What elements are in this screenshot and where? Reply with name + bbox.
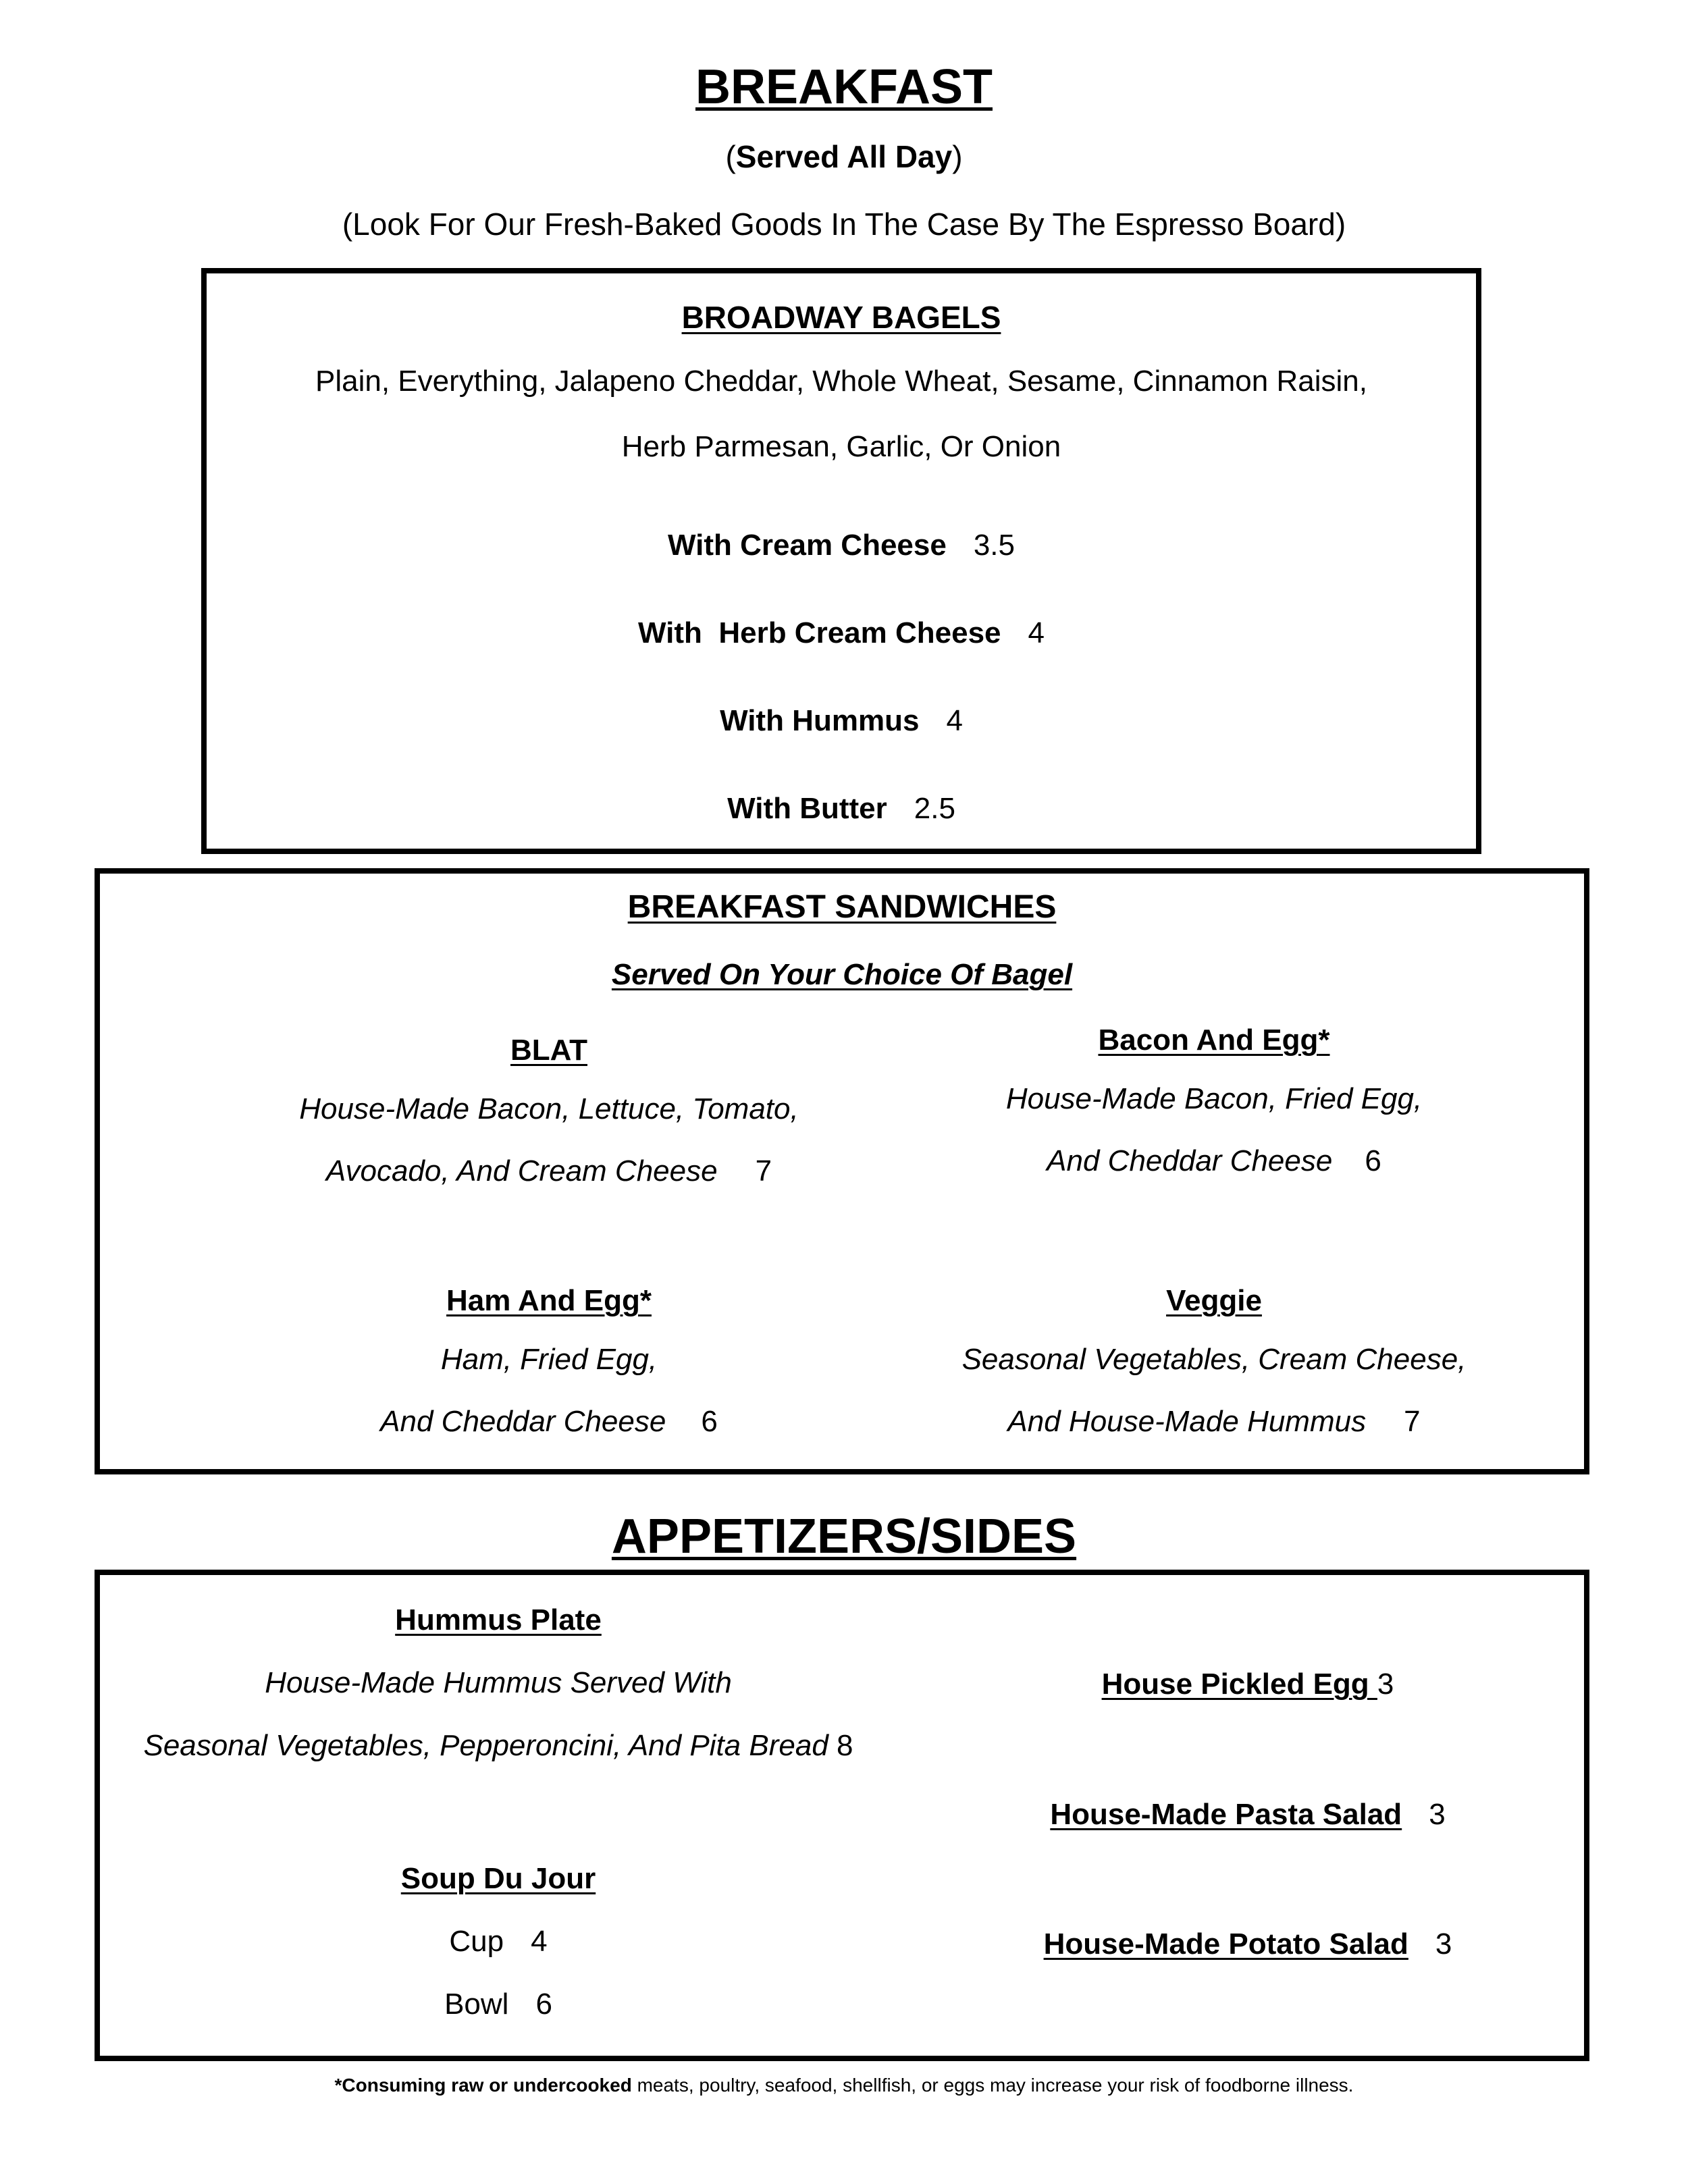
sandwich-star: * bbox=[639, 1284, 652, 1317]
sandwich-desc-line2 bbox=[866, 1144, 1562, 1178]
sandwich-desc-line2 bbox=[167, 1405, 930, 1439]
appetizers-title: APPETIZERS/SIDES bbox=[611, 1510, 1077, 1564]
sandwich-desc-text: Avocado, And Cream Cheese bbox=[325, 1154, 718, 1188]
consumer-advisory bbox=[0, 2075, 1688, 2096]
soup-bowl-label: Bowl bbox=[444, 1988, 509, 2021]
hummus-plate-desc-line2 bbox=[113, 1729, 883, 1763]
sandwich-desc-line1: House-Made Bacon, Lettuce, Tomato, bbox=[299, 1092, 799, 1125]
bagels-section bbox=[201, 268, 1481, 854]
sandwich-name bbox=[167, 1284, 930, 1318]
side-item bbox=[910, 1798, 1585, 1832]
advisory-rest: meats, poultry, seafood, shellfish, or eggs may increase your risk of foodborne illness. bbox=[631, 2075, 1354, 2096]
side-name: House-Made Pasta Salad bbox=[1050, 1798, 1402, 1831]
side-name: House-Made Potato Salad bbox=[1043, 1927, 1408, 1961]
sandwich-price: 7 bbox=[1404, 1405, 1421, 1438]
bagel-option-label: With Cream Cheese bbox=[667, 529, 947, 562]
side-price: 3 bbox=[1377, 1668, 1394, 1701]
soup-cup-label: Cup bbox=[449, 1925, 504, 1958]
sandwich-desc-line1: Ham, Fried Egg, bbox=[440, 1343, 658, 1376]
sandwich-name-text: Veggie bbox=[1166, 1284, 1262, 1317]
served-prefix: ( bbox=[725, 139, 736, 174]
sandwich-price: 6 bbox=[1365, 1144, 1381, 1177]
soup-cup-price: 4 bbox=[531, 1925, 548, 1958]
sandwich-name-text: Ham And Egg bbox=[446, 1284, 640, 1317]
advisory-bold: *Consuming raw or undercooked bbox=[334, 2075, 632, 2096]
sandwich-item bbox=[866, 1284, 1562, 1439]
appetizers-section bbox=[95, 1570, 1589, 2061]
sandwich-item bbox=[866, 1023, 1562, 1178]
side-name: House Pickled Egg bbox=[1101, 1668, 1377, 1701]
page-title: BREAKFAST bbox=[695, 60, 993, 114]
sandwich-item bbox=[167, 1284, 930, 1439]
hummus-plate-desc-text: Seasonal Vegetables, Pepperoncini, And Pita Bread bbox=[143, 1729, 828, 1762]
sandwich-desc-text: And House-Made Hummus bbox=[1007, 1405, 1367, 1438]
hummus-plate-price: 8 bbox=[837, 1729, 853, 1762]
side-item bbox=[910, 1668, 1585, 1701]
sandwich-name bbox=[866, 1284, 1562, 1318]
bagel-option-label: With Butter bbox=[727, 792, 887, 825]
bagel-option-row bbox=[207, 616, 1476, 650]
fresh-baked-note: (Look For Our Fresh-Baked Goods In The Case By The Espresso Board) bbox=[342, 207, 1346, 242]
soup-bowl-price: 6 bbox=[535, 1988, 552, 2021]
sandwich-desc-line1: Seasonal Vegetables, Cream Cheese, bbox=[961, 1343, 1467, 1376]
served-label: Served All Day bbox=[735, 139, 953, 174]
hummus-plate-item bbox=[113, 1603, 883, 1763]
bagel-flavors-line2: Herb Parmesan, Garlic, Or Onion bbox=[621, 430, 1061, 463]
side-item bbox=[910, 1927, 1585, 1961]
side-price: 3 bbox=[1429, 1798, 1446, 1831]
bagel-option-row bbox=[207, 792, 1476, 826]
sandwich-price: 7 bbox=[755, 1154, 772, 1188]
hummus-plate-desc-line1: House-Made Hummus Served With bbox=[265, 1666, 732, 1699]
sandwich-item bbox=[167, 1034, 930, 1188]
sandwich-desc-text: And Cheddar Cheese bbox=[380, 1405, 666, 1438]
bagel-option-price: 3.5 bbox=[973, 529, 1015, 562]
soup-name: Soup Du Jour bbox=[400, 1862, 596, 1895]
soup-item bbox=[113, 1862, 883, 2021]
bagel-flavors-line1: Plain, Everything, Jalapeno Cheddar, Whole Wheat, Sesame, Cinnamon Raisin, bbox=[315, 365, 1367, 398]
sandwich-name-text: Bacon And Egg bbox=[1098, 1023, 1319, 1057]
bagel-option-label: With Hummus bbox=[720, 704, 920, 737]
sandwich-desc-line2 bbox=[866, 1405, 1562, 1439]
bagels-title: BROADWAY BAGELS bbox=[681, 300, 1001, 335]
sandwiches-subtitle: Served On Your Choice Of Bagel bbox=[611, 958, 1073, 991]
served-all-day bbox=[0, 138, 1688, 175]
bagel-option-row bbox=[207, 704, 1476, 738]
served-suffix: ) bbox=[952, 139, 963, 174]
bagel-option-price: 2.5 bbox=[914, 792, 955, 825]
bagel-option-price: 4 bbox=[946, 704, 963, 737]
sandwich-name bbox=[167, 1034, 930, 1067]
sandwiches-section bbox=[95, 868, 1589, 1474]
hummus-plate-name: Hummus Plate bbox=[395, 1603, 602, 1636]
bagel-option-label: With Herb Cream Cheese bbox=[637, 616, 1001, 649]
sandwich-name-text: BLAT bbox=[510, 1034, 588, 1067]
sandwiches-title: BREAKFAST SANDWICHES bbox=[627, 889, 1057, 925]
sandwich-name bbox=[866, 1023, 1562, 1057]
bagel-option-row bbox=[207, 529, 1476, 562]
side-price: 3 bbox=[1435, 1927, 1452, 1961]
sandwich-desc-line1: House-Made Bacon, Fried Egg, bbox=[1005, 1082, 1423, 1115]
soup-cup-row bbox=[113, 1925, 883, 1959]
sandwich-desc-text: And Cheddar Cheese bbox=[1047, 1144, 1333, 1177]
bagel-option-price: 4 bbox=[1028, 616, 1045, 649]
sandwich-star: * bbox=[1318, 1023, 1330, 1057]
sandwich-desc-line2 bbox=[167, 1154, 930, 1188]
sandwich-price: 6 bbox=[701, 1405, 718, 1438]
soup-bowl-row bbox=[113, 1988, 883, 2021]
